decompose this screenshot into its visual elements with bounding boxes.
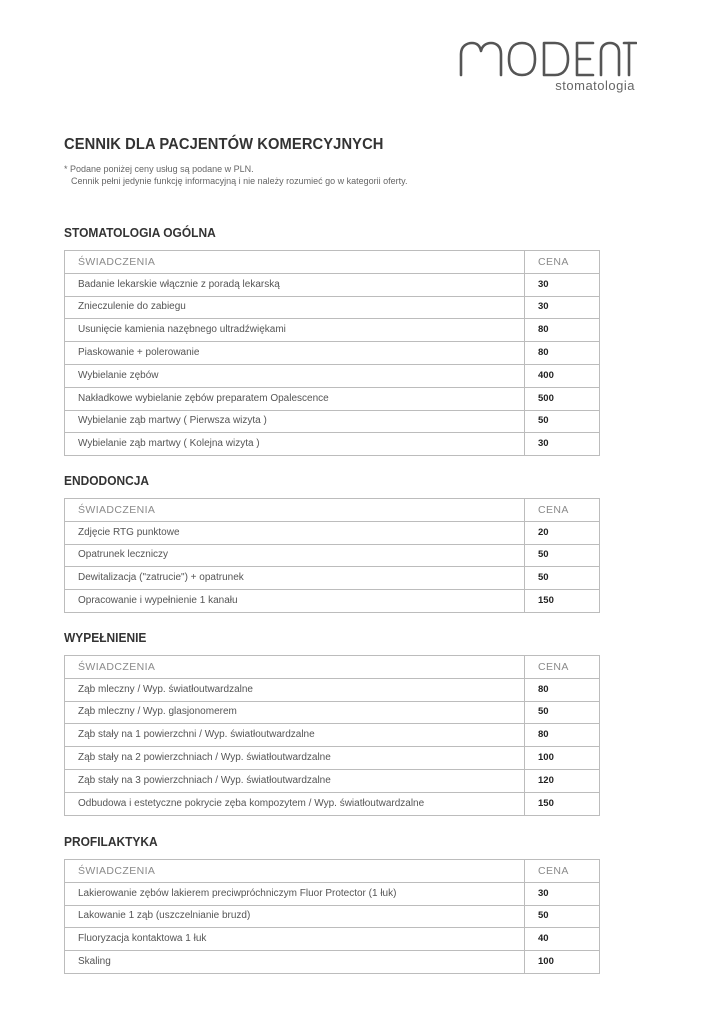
table-row [65,724,600,747]
table-row [65,521,600,544]
service-name: Wybielanie zębów [65,364,525,387]
service-price: 80 [525,342,600,365]
section-title: ENDODONCJA [64,473,150,488]
table-row [65,273,600,296]
service-price: 50 [525,410,600,433]
service-price: 30 [525,273,600,296]
section-prophylaxis [64,833,599,974]
table-row [65,792,600,815]
service-price: 50 [525,544,600,567]
price-table [64,655,600,816]
table-row [65,433,600,456]
service-price: 80 [525,724,600,747]
service-column-header: ŚWIADCZENIA [65,656,525,679]
table-row [65,567,600,590]
service-price: 20 [525,521,600,544]
service-price: 30 [525,433,600,456]
service-name: Wybielanie ząb martwy ( Pierwsza wizyta ) [65,410,525,433]
logo-subtitle: stomatologia [555,78,635,93]
table-row [65,928,600,951]
service-name: Usunięcie kamienia nazębnego ultradźwiękami [65,319,525,342]
service-price: 50 [525,567,600,590]
price-table [64,859,600,974]
service-column-header: ŚWIADCZENIA [65,860,525,883]
service-price: 30 [525,296,600,319]
price-column-header: CENA [525,499,600,522]
service-name: Ząb stały na 1 powierzchni / Wyp. światłoutwardzalne [65,724,525,747]
service-name: Wybielanie ząb martwy ( Kolejna wizyta ) [65,433,525,456]
table-row [65,747,600,770]
page-title: CENNIK DLA PACJENTÓW KOMERCYJNYCH [64,136,384,153]
service-name: Lakierowanie zębów lakierem preciwpróchniczym Fluor Protector (1 łuk) [65,882,525,905]
section-title: PROFILAKTYKA [64,834,158,849]
service-name: Opatrunek leczniczy [65,544,525,567]
service-price: 400 [525,364,600,387]
table-row [65,387,600,410]
table-row [65,905,600,928]
service-price: 150 [525,792,600,815]
service-column-header: ŚWIADCZENIA [65,499,525,522]
section-fillings [64,629,599,816]
price-column-header: CENA [525,860,600,883]
service-name: Ząb stały na 2 powierzchniach / Wyp. światłoutwardzalne [65,747,525,770]
service-price: 120 [525,769,600,792]
price-table [64,250,600,456]
table-row [65,701,600,724]
price-table [64,498,600,613]
table-row [65,342,600,365]
table-header-row [65,860,600,883]
service-name: Opracowanie i wypełnienie 1 kanału [65,590,525,613]
table-header-row [65,499,600,522]
service-name: Znieczulenie do zabiegu [65,296,525,319]
service-price: 100 [525,951,600,974]
price-column-header: CENA [525,251,600,274]
price-column-header: CENA [525,656,600,679]
service-name: Piaskowanie + polerowanie [65,342,525,365]
table-row [65,590,600,613]
section-general [64,224,599,456]
service-name: Ząb stały na 3 powierzchniach / Wyp. światłoutwardzalne [65,769,525,792]
service-name: Lakowanie 1 ząb (uszczelnianie bruzd) [65,905,525,928]
service-name: Odbudowa i estetyczne pokrycie zęba kompozytem / Wyp. światłoutwardzalne [65,792,525,815]
service-price: 80 [525,319,600,342]
modent-logo-icon [459,40,637,78]
service-price: 50 [525,905,600,928]
table-header-row [65,656,600,679]
table-row [65,544,600,567]
service-name: Zdjęcie RTG punktowe [65,521,525,544]
service-price: 150 [525,590,600,613]
table-row [65,410,600,433]
section-title: STOMATOLOGIA OGÓLNA [64,225,216,240]
service-price: 80 [525,678,600,701]
table-row [65,678,600,701]
service-price: 500 [525,387,600,410]
table-row [65,364,600,387]
table-row [65,951,600,974]
logo [457,40,637,93]
table-header-row [65,251,600,274]
note-disclaimer: Cennik pełni jedynie funkcję informacyjną i nie należy rozumieć go w kategorii oferty. [71,176,408,186]
service-name: Skaling [65,951,525,974]
service-price: 30 [525,882,600,905]
service-name: Fluoryzacja kontaktowa 1 łuk [65,928,525,951]
service-name: Dewitalizacja ("zatrucie") + opatrunek [65,567,525,590]
table-row [65,769,600,792]
table-row [65,882,600,905]
service-name: Badanie lekarskie włącznie z poradą lekarską [65,273,525,296]
service-column-header: ŚWIADCZENIA [65,251,525,274]
service-price: 100 [525,747,600,770]
note-currency: * Podane poniżej ceny usług są podane w PLN. [64,164,254,174]
service-name: Ząb mleczny / Wyp. światłoutwardzalne [65,678,525,701]
section-endodontics [64,472,599,613]
service-name: Nakładkowe wybielanie zębów preparatem Opalescence [65,387,525,410]
table-row [65,296,600,319]
service-name: Ząb mleczny / Wyp. glasjonomerem [65,701,525,724]
service-price: 40 [525,928,600,951]
service-price: 50 [525,701,600,724]
price-notes [64,163,408,187]
section-title: WYPEŁNIENIE [64,630,147,645]
table-row [65,319,600,342]
